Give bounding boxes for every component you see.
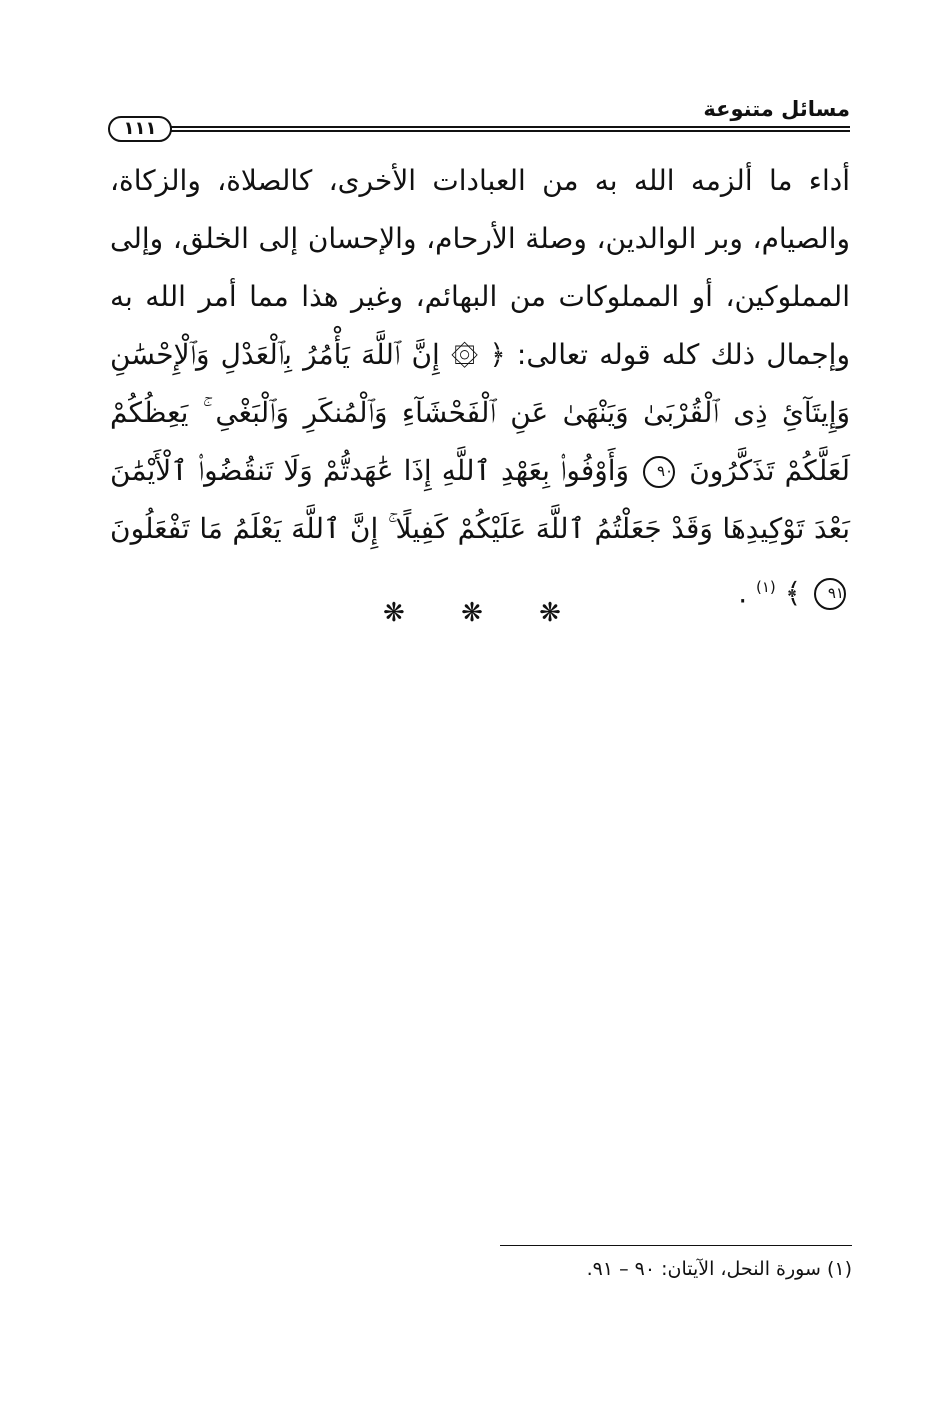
main-text [110,152,850,622]
paragraph-text: أداء ما ألزمه الله به من العبادات الأخرى، كالصلاة، والزكاة، والصيام، وبر الوالدين، وصلة الأرحام، والإحسان إلى الخلق، وإلى المملوكين، أو المملوكات من البهائم، وغير هذا مما أمر الله به وإجمال ذلك كله قوله تعالى: [110,164,850,371]
footnote-reference: (١) [756,578,776,596]
section-divider [0,598,944,628]
page-header [108,96,850,146]
ayah-number-91: ٩١ [814,578,846,610]
header-rule [164,126,850,132]
quran-open-bracket: ﴿ [489,338,506,371]
footnote-separator [500,1245,852,1246]
footnote: (١) سورة النحل، الآيتان: ٩٠ – ٩١. [586,1258,852,1280]
quran-close-bracket: ﴾ [784,576,802,610]
end-mark: . [738,576,748,610]
divider-star-icon: ❋ [539,598,561,628]
ayah-number-90: ٩٠ [643,456,675,488]
page-number: ١١١ [108,116,172,142]
running-title: مسائل متنوعة [703,97,850,121]
quran-verse-91: وَأَوْفُوا۟ بِعَهْدِ ٱللَّهِ إِذَا عَٰهَدتُّمْ وَلَا تَنقُضُوا۟ ٱلْأَيْمَٰنَ بَعْدَ تَوْكِيدِهَا وَقَدْ جَعَلْتُمُ ٱللَّهَ عَلَيْكُمْ كَفِيلًا ۚ إِنَّ ٱللَّهَ يَعْلَمُ مَا تَفْعَلُونَ [110,454,850,545]
divider-star-icon: ❋ [383,598,405,628]
quran-verse-90: ۞ إِنَّ ٱللَّهَ يَأْمُرُ بِٱلْعَدْلِ وَٱلْإِحْسَٰنِ وَإِيتَآئِ ذِى ٱلْقُرْبَىٰ وَيَنْهَىٰ عَنِ ٱلْفَحْشَآءِ وَٱلْمُنكَرِ وَٱلْبَغْىِ ۚ يَعِظُكُمْ لَعَلَّكُمْ تَذَكَّرُونَ [110,338,850,487]
divider-star-icon: ❋ [461,598,483,628]
